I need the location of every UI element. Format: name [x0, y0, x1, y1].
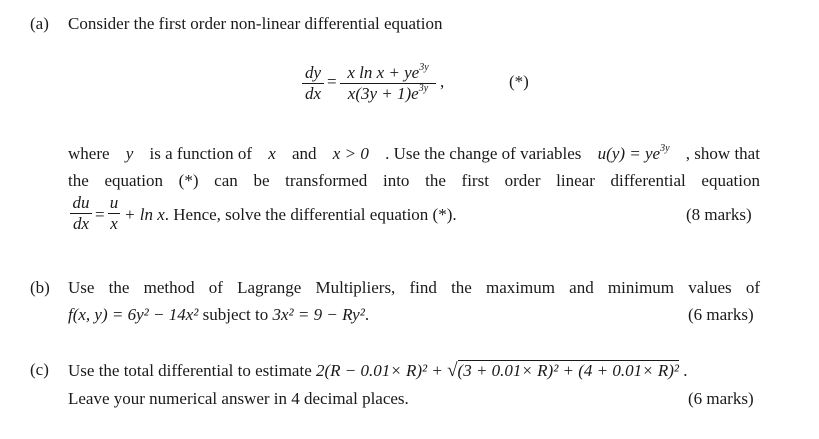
part-c-line2: Leave your numerical answer in 4 decimal places. — [68, 389, 409, 408]
eq-left-fraction — [302, 64, 324, 103]
eq-right-den: $x(3y + 1)e^{3y}$ — [347, 83, 429, 103]
line3-equals: = — [95, 205, 105, 224]
eq-left-den: dx — [304, 84, 322, 103]
part-c-line1: Use the total differential to estimate 2(R − 0.01× R)² + √(3 + 0.01× R)² + (4 + 0.01× R)² . — [68, 360, 688, 381]
line3-text: + ln x. Hence, solve the differential equation (*). — [124, 205, 457, 224]
part-a-label: (a) — [30, 14, 49, 33]
eq-tag: (*) — [509, 72, 529, 91]
part-a-line1: where y is a function of x and x > 0 . Use the change of variables $u(y) = ye^{3y}$ , show that — [68, 143, 760, 163]
estimate-expression: 2(R − 0.01× R)² + √(3 + 0.01× R)² + (4 + 0.01× R)² — [316, 360, 680, 381]
part-a-line2: the equation (*) can be transformed into the first order linear differential equation — [68, 171, 760, 190]
part-b-marks: (6 marks) — [688, 305, 754, 324]
part-b-label: (b) — [30, 278, 50, 297]
part-c-marks: (6 marks) — [688, 389, 754, 408]
radicand: (3 + 0.01× R)² + (4 + 0.01× R)² — [457, 361, 680, 380]
u-x-fraction: u x — [109, 193, 119, 233]
part-a-intro: Consider the first order non-linear differential equation — [68, 14, 443, 33]
eq-right-fraction — [340, 64, 436, 103]
eq-right-num: x $\ln x + ye^{3y}$ — [347, 62, 429, 82]
eq-equals: = — [327, 72, 337, 91]
eq-left-num: dy — [304, 63, 322, 82]
eq-comma: , — [440, 72, 445, 91]
part-a-marks: (8 marks) — [686, 205, 752, 224]
part-b-line1: Use the method of Lagrange Multipliers, find the maximum and minimum values of — [68, 278, 760, 297]
sqrt-icon: √ — [447, 360, 458, 381]
part-b-line2: f(x, y) = 6y² − 14x² subject to 3x² = 9 − Ry². — [68, 305, 370, 324]
part-c-label: (c) — [30, 360, 49, 379]
du-dx-fraction: du dx — [70, 194, 92, 233]
